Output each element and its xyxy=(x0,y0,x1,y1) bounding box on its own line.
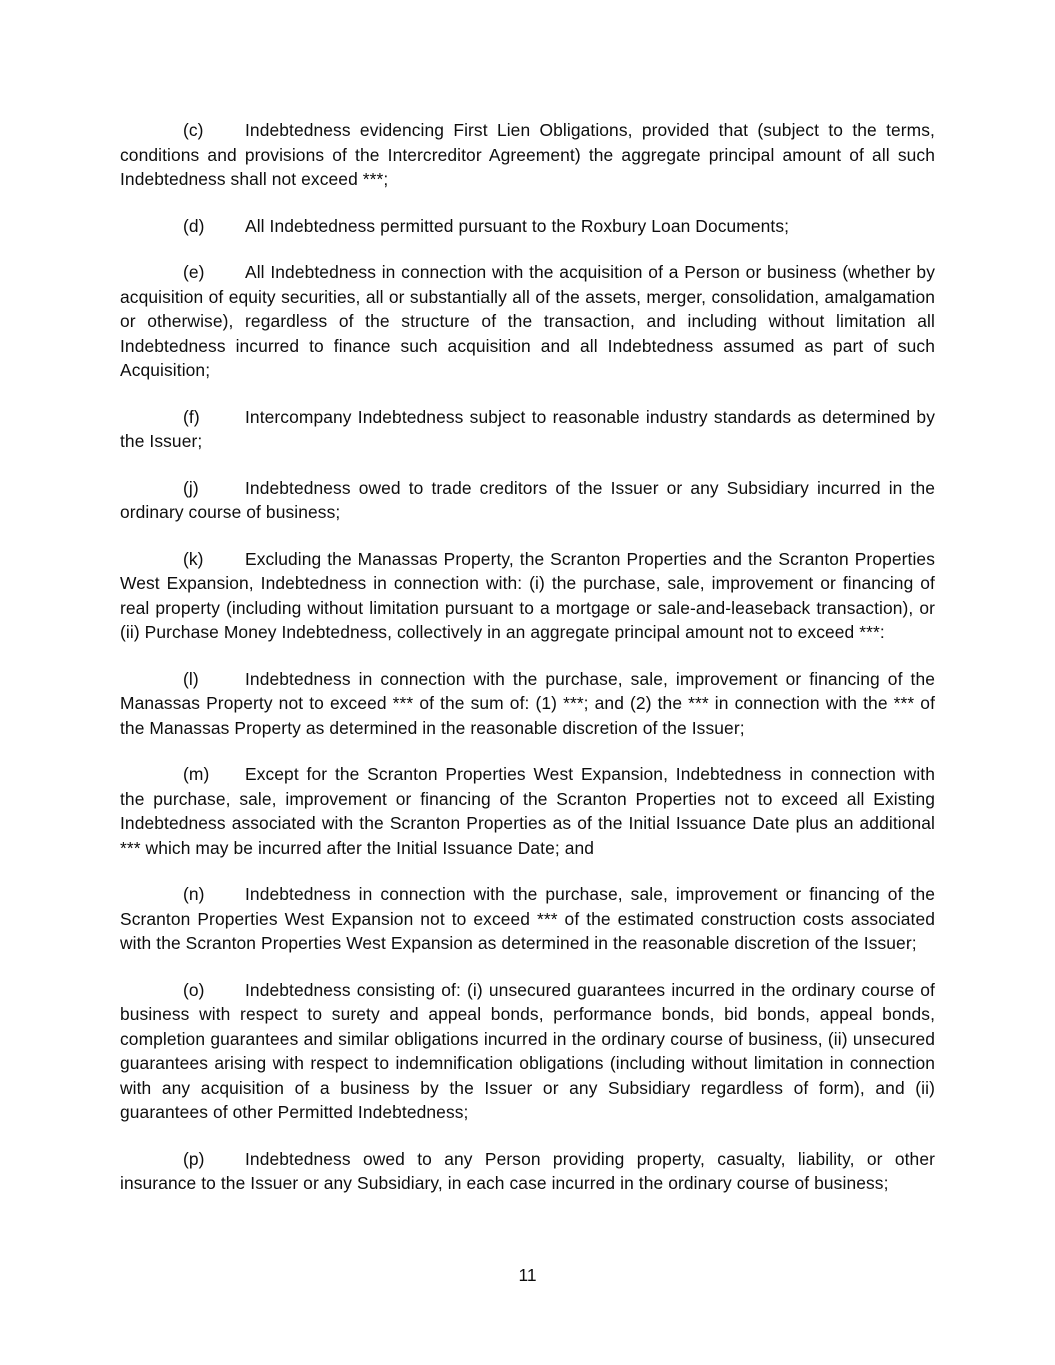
paragraph-j xyxy=(120,476,935,525)
paragraph-marker: (m) xyxy=(183,764,210,784)
paragraph-text: All Indebtedness permitted pursuant to the Roxbury Loan Documents; xyxy=(245,215,790,236)
paragraph-n xyxy=(120,882,935,956)
document-body xyxy=(120,118,935,1196)
paragraph-m xyxy=(120,762,935,860)
paragraph-marker: (n) xyxy=(183,884,205,904)
paragraph-marker: (j) xyxy=(183,477,199,498)
page-number: 11 xyxy=(518,1265,537,1285)
paragraph-marker: (f) xyxy=(183,406,200,427)
paragraph-k xyxy=(120,547,935,645)
paragraph-p xyxy=(120,1147,935,1196)
paragraph-marker: (d) xyxy=(183,215,205,236)
paragraph-marker: (l) xyxy=(183,668,199,689)
paragraph-c xyxy=(120,118,935,192)
paragraph-marker: (k) xyxy=(183,548,204,569)
paragraph-f xyxy=(120,405,935,454)
paragraph-marker: (p) xyxy=(183,1148,205,1169)
paragraph-text: All Indebtedness in connection with the acquisition of a Person or business (whether by acquisition of equity securities, all or substantially all of the assets, merger, consolidation, amalgamation or otherwise), regardless of the structure of the transaction, and including without limitation all Indebtedness incurred to finance such acquisition and all Indebtedness assumed as part of such Acquisition; xyxy=(120,262,935,380)
paragraph-text: Intercompany Indebtedness subject to reasonable industry standards as determined by the Issuer; xyxy=(120,406,935,451)
paragraph-text: Indebtedness in connection with the purchase, sale, improvement or financing of the Scranton Properties West Expansion not to exceed *** of the estimated construction costs associated with the Scranton Properties West Expansion as determined in the reasonable discretion of the Issuer; xyxy=(120,884,935,953)
paragraph-o xyxy=(120,978,935,1125)
paragraph-marker: (c) xyxy=(183,120,204,140)
paragraph-text: Indebtedness evidencing First Lien Obligations, provided that (subject to the terms, conditions and provisions of the Intercreditor Agreement) the aggregate principal amount of all such Indebtedness shall not exceed ***; xyxy=(120,120,935,189)
paragraph-e xyxy=(120,260,935,383)
paragraph-d xyxy=(120,214,935,239)
paragraph-text: Excluding the Manassas Property, the Scranton Properties and the Scranton Properties West Expansion, Indebtedness in connection with: (i) the purchase, sale, improvement or financing of real property (including without limitation pursuant to a mortgage or sale-and-leaseback transaction), or (ii) Purchase Money Indebtedness, collectively in an aggregate principal amount not to exceed ***: xyxy=(120,548,935,642)
paragraph-text: Indebtedness owed to any Person providing property, casualty, liability, or other insurance to the Issuer or any Subsidiary, in each case incurred in the ordinary course of business; xyxy=(120,1148,935,1193)
paragraph-text: Except for the Scranton Properties West Expansion, Indebtedness in connection with the purchase, sale, improvement or financing of the Scranton Properties not to exceed all Existing Indebtedness associated with the Scranton Properties as of the Initial Issuance Date plus an additional *** which may be incurred after the Initial Issuance Date; and xyxy=(120,764,935,858)
paragraph-text: Indebtedness in connection with the purchase, sale, improvement or financing of the Manassas Property not to exceed *** of the sum of: (1) ***; and (2) the *** in connection with the *** of the Manassas Property as determined in the reasonable discretion of the Issuer; xyxy=(120,668,935,738)
paragraph-marker: (e) xyxy=(183,262,205,282)
paragraph-text: Indebtedness consisting of: (i) unsecured guarantees incurred in the ordinary course of business with respect to surety and appeal bonds, performance bonds, bid bonds, appeal bonds, completion guarantees and similar obligations incurred in the ordinary course of business, (ii) unsecured guarantees arising with respect to indemnification obligations (including without limitation in connection with any acquisition of a business by the Issuer or any Subsidiary regardless of form), and (ii) guarantees of other Permitted Indebtedness; xyxy=(120,979,935,1122)
paragraph-text: Indebtedness owed to trade creditors of the Issuer or any Subsidiary incurred in the ordinary course of business; xyxy=(120,477,935,522)
paragraph-l xyxy=(120,667,935,741)
paragraph-marker: (o) xyxy=(183,979,205,1000)
